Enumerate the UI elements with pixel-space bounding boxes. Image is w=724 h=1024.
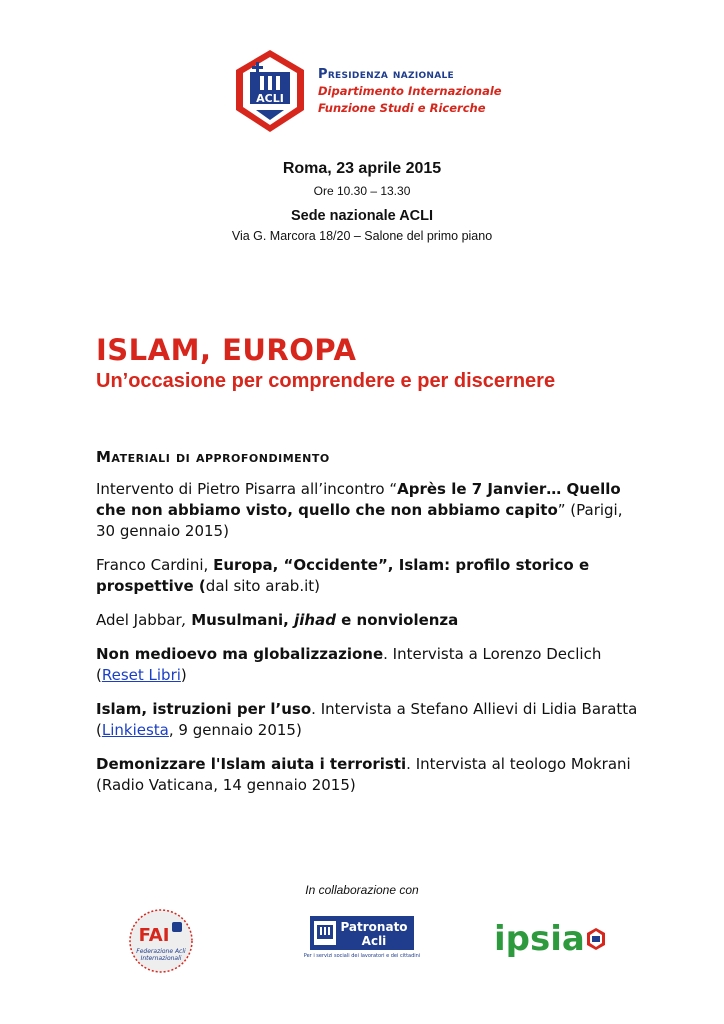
section-heading: Materiali di approfondimento: [96, 448, 330, 466]
header-presidenza: Presidenza nazionale: [318, 67, 455, 82]
event-venue: Sede nazionale ACLI: [290, 208, 434, 224]
header-text: [318, 66, 502, 117]
fai-caption-1: Federazione Acli: [136, 948, 186, 955]
material-item: [96, 699, 646, 741]
header-funzione: Funzione Studi e Ricerche: [318, 101, 486, 115]
material-title: jihad: [294, 611, 336, 629]
material-text: . Intervista a Stefano Allievi di Lidia Baratta (: [96, 700, 638, 739]
material-title: Europa, “Occidente”, Islam: profilo storico e prospettive (: [96, 556, 590, 595]
material-title: Non medioevo ma globalizzazione: [96, 645, 384, 663]
acli-logo: [234, 48, 306, 134]
material-text: Franco Cardini,: [96, 556, 214, 574]
material-text: dal sito arab.it): [205, 577, 320, 595]
patronato-line1: Patronato: [340, 920, 408, 934]
material-text: ” (Parigi, 30 gennaio 2015): [96, 501, 623, 540]
patronato-acli-logo: [303, 916, 421, 960]
material-text: Intervento di Pietro Pisarra all’incontro “: [96, 480, 398, 498]
patronato-line2: Acli: [361, 934, 387, 948]
document-title: ISLAM, EUROPA: [96, 333, 357, 367]
material-title: Islam, istruzioni per l’uso: [96, 700, 312, 718]
material-title: Musulmani,: [191, 611, 295, 629]
patronato-caption: Per i servizi sociali dei lavoratori e dei cittadini: [303, 953, 421, 959]
material-text: ,: [181, 611, 192, 629]
collaboration-label: In collaborazione con: [305, 883, 419, 897]
header: [234, 48, 534, 134]
acli-logo-text: ACLI: [256, 92, 284, 105]
reset-libri-link[interactable]: Reset Libri: [101, 666, 181, 684]
material-item: [96, 610, 646, 631]
material-text: ): [180, 666, 187, 684]
material-text: , 9 gennaio 2015): [168, 721, 302, 739]
materials-list: [96, 479, 646, 809]
event-date: Roma, 23 aprile 2015: [282, 160, 442, 177]
document-subtitle: Un’occasione per comprendere e per discernere: [96, 370, 556, 392]
material-item: [96, 644, 646, 686]
material-title: Demonizzare l'Islam aiuta i terroristi: [96, 755, 407, 773]
material-title: Après le 7 Janvier… Quello che non abbiamo visto, quello che non abbiamo capito: [96, 480, 621, 519]
ipsia-logo: [492, 916, 610, 960]
fai-logo: [128, 908, 194, 974]
event-time: Ore 10.30 – 13.30: [313, 184, 411, 198]
material-text: . Intervista a Lorenzo Declich (: [96, 645, 602, 684]
material-item: [96, 555, 646, 597]
fai-caption-2: Internazionali: [140, 955, 182, 962]
material-item: [96, 479, 646, 542]
material-text: . Intervista al teologo Mokrani (Radio Vaticana, 14 gennaio 2015): [96, 755, 631, 794]
material-item: [96, 754, 646, 796]
event-address: Via G. Marcora 18/20 – Salone del primo piano: [231, 229, 493, 243]
material-title: e nonviolenza: [335, 611, 459, 629]
ipsia-logo-text: ipsia: [494, 919, 585, 959]
header-dipartimento: Dipartimento Internazionale: [318, 84, 502, 98]
fai-logo-text: FAI: [138, 925, 170, 946]
linkiesta-link[interactable]: Linkiesta: [101, 721, 169, 739]
material-text: Adel Jabbar: [96, 611, 182, 629]
